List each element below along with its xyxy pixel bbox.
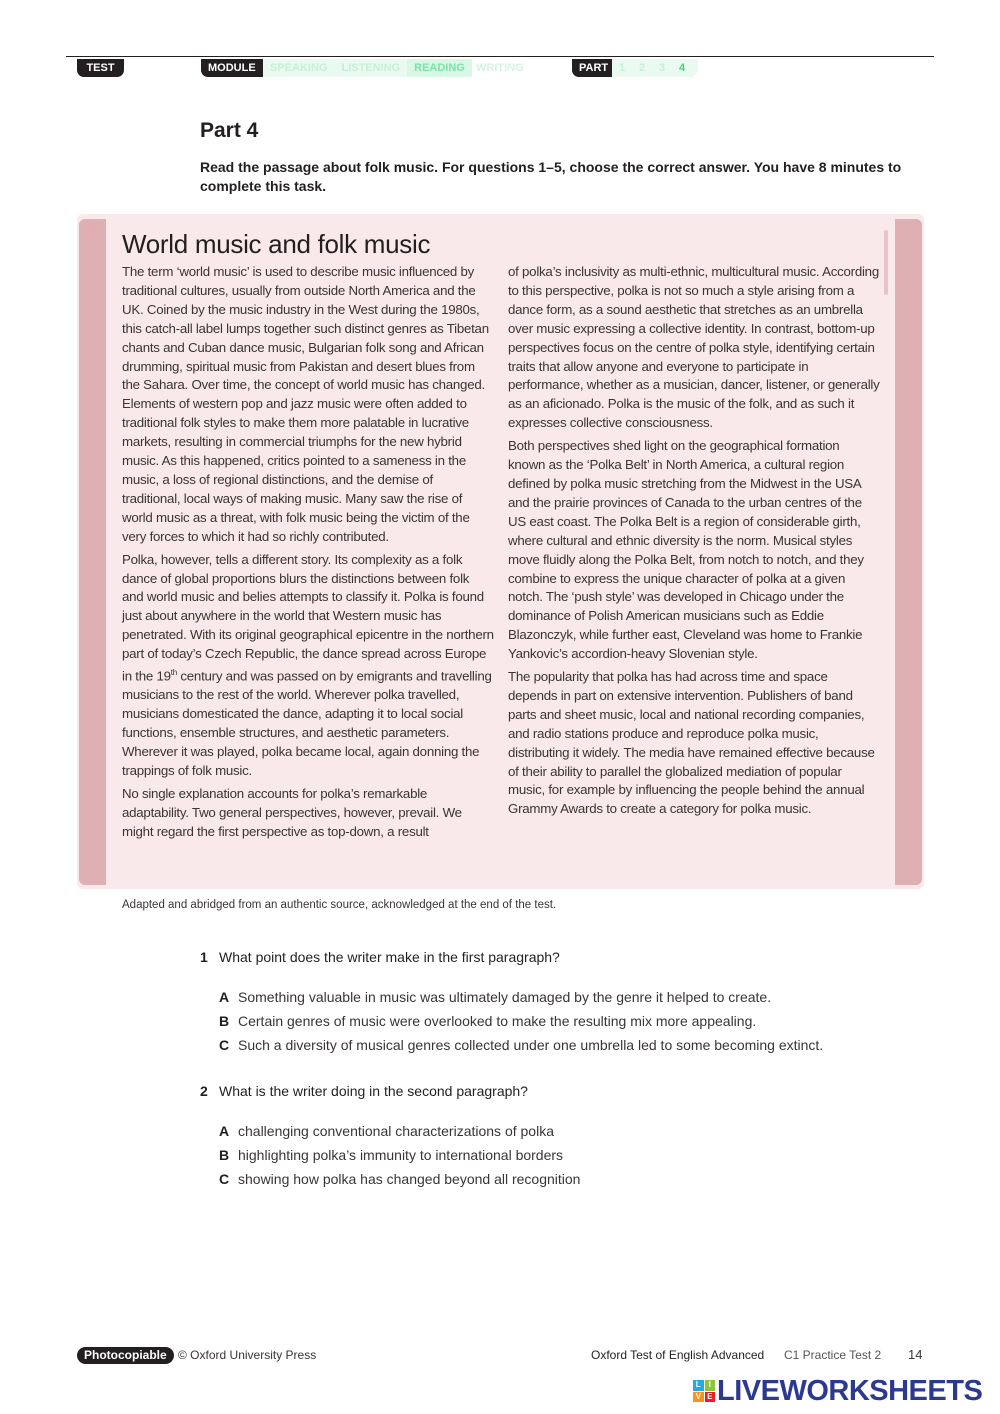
question-1-options [219,985,823,1057]
passage-paragraph-1: The term ‘world music’ is used to describe music influenced by traditional cultures, usually from outside North America and the UK. Coined by the music industry in the West during the 1980s, this catch-all label lumps together such distinct genres as Tibetan chants and Cuban dance music, Bulgarian folk song and African drumming, spiritual music from Pakistan and desert blues from the Sahara. Over time, the concept of world music has changed. Elements of western pop and jazz music were often added to traditional folk styles to make them more palatable in lucrative markets, resulting in commercial triumphs for the new hybrid music. As this happened, critics pointed to a sameness in the music, a loss of regional distinctions, and the demise of traditional, local ways of making music. Many saw the rise of world music as a threat, with folk music being the victim of the very forces to which it had so richly contributed. [122,264,489,544]
tab-listening[interactable]: LISTENING [341,62,401,74]
question-2-options [219,1119,580,1191]
close-icon[interactable]: × [84,223,98,237]
tab-speaking[interactable]: SPEAKING [270,62,328,74]
question-text: What point does the writer make in the first paragraph? [219,949,560,965]
passage-column-right [508,263,880,823]
part-heading: Part 4 [200,119,259,142]
part-tab-3[interactable]: 3 [658,62,666,74]
part-tab-2[interactable]: 2 [638,62,646,74]
question-number: 2 [200,1083,208,1099]
scrollbar-thumb[interactable] [884,230,888,295]
logo-text: LIVEWORKSHEETS [717,1374,983,1407]
top-rule [66,56,934,57]
source-note: Adapted and abridged from an authentic source, acknowledged at the end of the test. [122,899,557,911]
passage-paragraph-3-start: No single explanation accounts for polka’s remarkable adaptability. Two general perspectives, however, prevail. We might regard the first perspective as top-down, a result [122,785,462,839]
option-1b[interactable]: B Certain genres of music were overlooked to make the resulting mix more appealing. [219,1013,757,1029]
part-tab-1[interactable]: 1 [618,62,626,74]
photocopiable-badge: Photocopiable [77,1347,174,1364]
passage-paragraph-5: The popularity that polka has had across time and space depends in part on extensive intervention. Publishers of band parts and sheet music, local and national recording companies, and radio stations produce and reproduce polka music, distributing it widely. The media have remained effective because of their ability to parallel the globalized mediation of popular music, for example by influencing the people behind the annual Grammy Awards to create a category for polka music. [508,669,875,817]
copyright: © Oxford University Press [178,1348,317,1362]
passage-title: World music and folk music [122,229,431,259]
question-number: 1 [200,949,208,965]
footer-subtitle: C1 Practice Test 2 [784,1348,882,1362]
panel-bar-right [895,219,922,885]
passage-paragraph-4: Both perspectives shed light on the geographical formation known as the ‘Polka Belt’ in North America, a cultural region defined by polka music stretching from the Midwest in the USA and the prairie provinces of Canada to the urban centres of the US east coast. The Polka Belt is a region of considerable girth, where cultural and ethnic diversity is the norm. Musical styles move fluidly along the Polka Belt, from notch to notch, and they combine to express the unique character of polka at a given notch. The ‘push style’ was developed in Chicago under the dominance of Polish American musicians such as Eddie Blazonczyk, while further east, Cleveland was home to Frankie Yankovic’s accordion-heavy Slovenian style. [508,438,864,662]
passage-column-left [122,263,494,846]
question-text: What is the writer doing in the second paragraph? [219,1083,528,1099]
question-1 [200,949,560,965]
test-badge: TEST 2 [77,59,124,77]
option-1a[interactable]: A Something valuable in music was ultimately damaged by the genre it helped to create. [219,989,772,1005]
module-tabs [263,59,467,77]
question-2 [200,1083,528,1099]
option-2b[interactable]: B highlighting polka’s immunity to international borders [219,1147,564,1163]
panel-bar-left [79,219,106,885]
liveworksheets-logo[interactable] [693,1376,982,1406]
passage-paragraph-2: Polka, however, tells a different story. Its complexity as a folk dance of global proportions blurs the distinctions between folk and world music and belies attempts to classify it. Polka is found just about anywhere in the world that Western music has penetrated. With its original geographical epicentre in the northern part of today’s Czech Republic, the dance spread across Europe in the 19th century and was passed on by emigrants and travelling musicians to the rest of the world. Wherever polka travelled, musicians domesticated the dance, adapting it to local social functions, ensemble structures, and aesthetic parameters. Wherever it was played, polka became local, again donning the trappings of folk music. [122,551,494,778]
page-number: 14 [908,1347,923,1362]
tab-writing[interactable]: WRITING [476,62,524,74]
tab-reading[interactable]: READING [407,59,472,77]
footer-title: Oxford Test of English Advanced [591,1348,765,1362]
part-label: PART [572,59,612,77]
option-2c[interactable]: C showing how polka has changed beyond all recognition [219,1171,581,1187]
passage-paragraph-3-end: of polka’s inclusivity as multi-ethnic, multicultural music. According to this perspective, polka is not so much a style arising from a dance form, as a sound aesthetic that stretches as an umbrella over music expressing a collective identity. In contrast, bottom-up perspectives focus on the centre of polka style, identifying certain traits that allow anyone and everyone to participate in performance, whether as a musician, dancer, listener, or generally as an aficionado. Polka is the music of the folk, and as such it expresses collective consciousness. [508,264,880,431]
part-tab-4[interactable]: 4 [678,62,686,74]
logo-grid-icon: L I V E [693,1380,715,1402]
option-1c[interactable]: C Such a diversity of musical genres collected under one umbrella led to some becoming extinct. [219,1037,824,1053]
instructions: Read the passage about folk music. For questions 1–5, choose the correct answer. You have 8 minutes to complete this task. [200,159,902,194]
part-tabs [612,59,698,77]
module-label: MODULE [201,59,263,77]
option-2a[interactable]: A challenging conventional characterizations of polka [219,1123,554,1139]
